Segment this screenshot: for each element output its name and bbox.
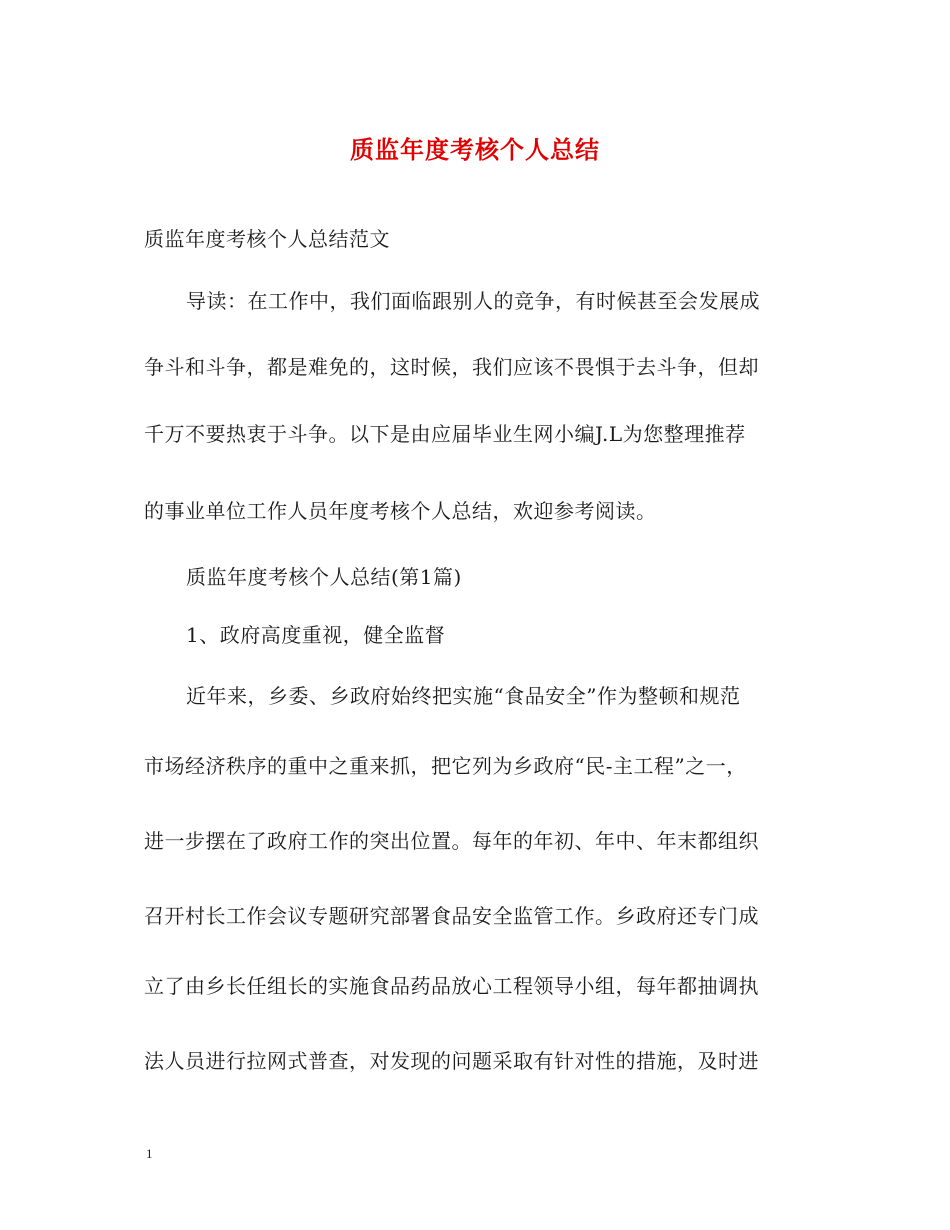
body-line-2: 市场经济秩序的重中之重来抓，把它列为乡政府“民-主工程”之一，: [144, 754, 747, 778]
body-line-6: 法人员进行拉网式普查，对发现的问题采取有针对性的措施，及时进: [144, 1049, 759, 1073]
intro-line-1: 导读：在工作中，我们面临跟别人的竞争，有时候甚至会发展成: [186, 289, 760, 313]
section-heading: 质监年度考核个人总结(第1篇): [186, 565, 462, 589]
body-line-1: 近年来，乡委、乡政府始终把实施“食品安全”作为整顿和规范: [186, 684, 741, 708]
body-line-5: 立了由乡长任组长的实施食品药品放心工程领导小组，每年都抽调执: [144, 974, 759, 998]
body-line-3: 进一步摆在了政府工作的突出位置。每年的年初、年中、年末都组织: [144, 829, 759, 853]
intro-line-4: 的事业单位工作人员年度考核个人总结，欢迎参考阅读。: [144, 499, 657, 523]
document-subtitle: 质监年度考核个人总结范文: [144, 227, 390, 251]
intro-line-3: 千万不要热衷于斗争。以下是由应届毕业生网小编J.L为您整理推荐: [144, 422, 746, 446]
intro-line-2: 争斗和斗争，都是难免的，这时候，我们应该不畏惧于去斗争，但却: [144, 355, 759, 379]
body-line-4: 召开村长工作会议专题研究部署食品安全监管工作。乡政府还专门成: [144, 904, 759, 928]
point-heading: 1、政府高度重视，健全监督: [186, 623, 446, 647]
page-number: 1: [146, 1146, 153, 1161]
document-title: 质监年度考核个人总结: [350, 135, 600, 164]
